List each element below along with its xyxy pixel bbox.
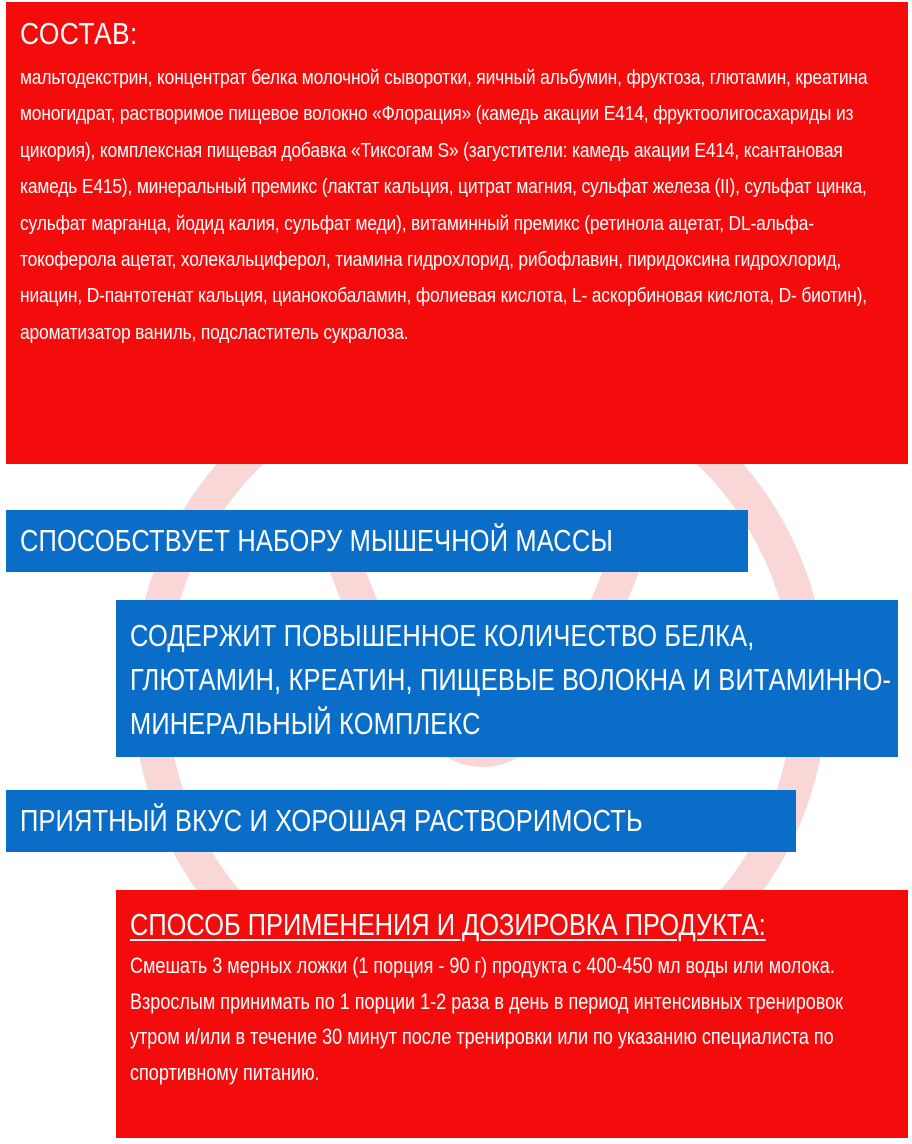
- usage-text: Смешать 3 мерных ложки (1 порция - 90 г) продукта с 400-450 мл воды или молока. Взрослым принимать по 1 порции 1-2 раза в день в период интенсивных тренировок утром и/или в течение 30 минут после тренировки или по указанию специалиста по спортивному питанию.: [130, 953, 844, 1085]
- composition-text: мальтодекстрин, концентрат белка молочной сыворотки, яичный альбумин, фруктоза, глютамин, креатина моногидрат, растворимое пищевое волокно «Флорация» (камедь акации Е414, фруктоолигосахариды из цикория), комплексная пищевая добавка «Тиксогам S» (загустители: камедь акации Е414, ксантановая камедь Е415), минеральный премикс (лактат кальция, цитрат магния, сульфат железа (II), сульфат цинка, сульфат марганца, йодид калия, сульфат меди), витаминный премикс (ретинола ацетат, DL-альфа-токоферола ацетат, холекальциферол, тиамина гидрохлорид, рибофлавин, пиридоксина гидрохлорид, ниацин, D-пантотенат кальция, цианокобаламин, фолиевая кислота, L- аскорбиновая кислота, D- биотин), ароматизатор ваниль, подсластитель сукралоза.: [20, 66, 868, 344]
- composition-section: [6, 2, 908, 464]
- benefit-text: СПОСОБСТВУЕТ НАБОРУ МЫШЕЧНОЙ МАССЫ: [20, 523, 614, 558]
- benefit-banner: [6, 510, 748, 572]
- usage-title: СПОСОБ ПРИМЕНЕНИЯ И ДОЗИРОВКА ПРОДУКТА:: [130, 907, 766, 942]
- benefit-banner: [116, 600, 898, 757]
- usage-section: [116, 890, 908, 1138]
- benefit-text: ПРИЯТНЫЙ ВКУС И ХОРОШАЯ РАСТВОРИМОСТЬ: [20, 803, 643, 838]
- benefit-text: СОДЕРЖИТ ПОВЫШЕННОЕ КОЛИЧЕСТВО БЕЛКА, ГЛЮТАМИН, КРЕАТИН, ПИЩЕВЫЕ ВОЛОКНА И ВИТАМИННО-МИНЕРАЛЬНЫЙ КОМПЛЕКС: [130, 618, 892, 741]
- benefit-banner: [6, 790, 796, 852]
- composition-title: СОСТАВ:: [20, 16, 138, 51]
